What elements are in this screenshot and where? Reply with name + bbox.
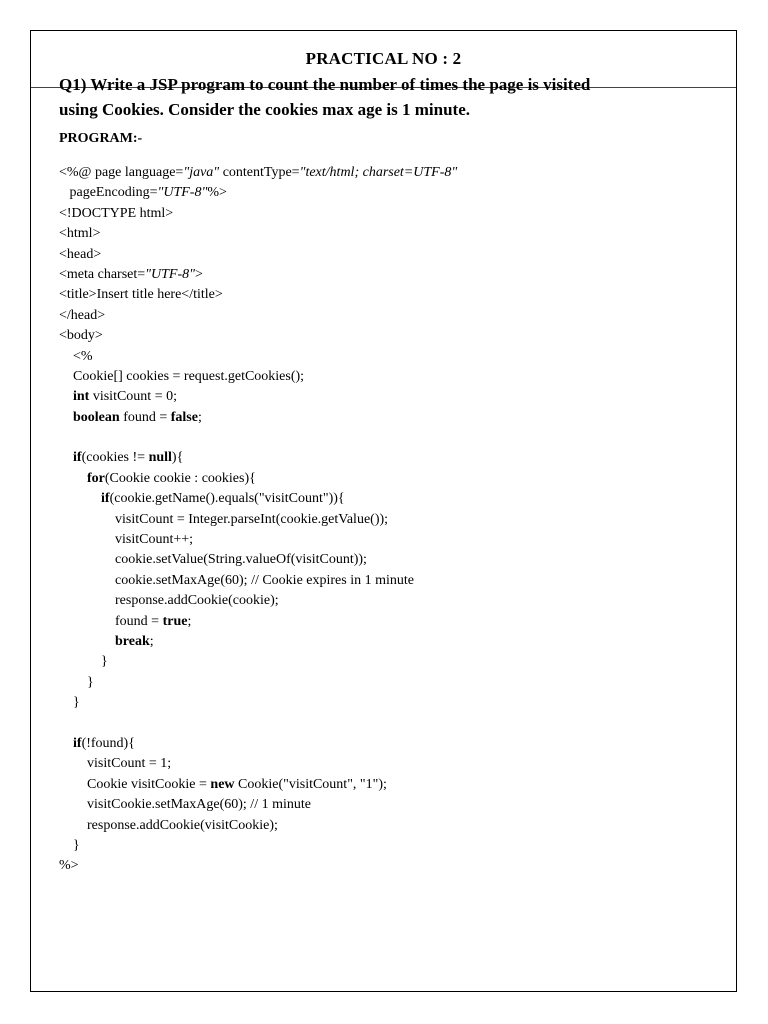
code-text: Cookie[] cookies = request.getCookies(); [59, 368, 305, 384]
code-string: "UTF-8" [157, 185, 208, 201]
code-text: response.addCookie(cookie); [59, 593, 279, 609]
code-text: (!found){ [81, 735, 135, 751]
code-line [59, 775, 689, 795]
code-line [59, 856, 689, 876]
code-line [59, 714, 689, 734]
code-text: ; [149, 633, 154, 649]
code-text: %> [59, 858, 79, 874]
code-keyword: boolean [73, 409, 120, 425]
code-line [59, 550, 689, 570]
code-keyword: false [170, 409, 198, 425]
code-text: } [59, 837, 80, 853]
code-text: ){ [171, 450, 184, 466]
code-line [59, 326, 689, 346]
code-line [59, 795, 689, 815]
code-keyword: if [73, 735, 82, 751]
code-line [59, 285, 689, 305]
code-keyword: if [101, 491, 110, 507]
code-text: found = [59, 613, 163, 629]
code-text: > [195, 266, 203, 282]
question-text [59, 72, 659, 122]
page-title: PRACTICAL NO : 2 [305, 49, 462, 68]
code-text: <title>Insert title here</title> [59, 287, 223, 303]
code-text: Cookie("visitCount", "1"); [234, 776, 387, 792]
code-line [59, 448, 689, 468]
code-keyword: for [87, 470, 105, 486]
code-text: visitCount = 0; [89, 389, 177, 405]
code-line [59, 183, 689, 203]
code-line [59, 591, 689, 611]
code-line [59, 245, 689, 265]
code-line [59, 204, 689, 224]
code-text: cookie.setMaxAge(60); // Cookie expires in 1 minute [59, 572, 414, 588]
code-keyword: null [148, 450, 172, 466]
code-text: <!DOCTYPE html> [59, 205, 174, 221]
code-text: } [59, 654, 108, 670]
code-text: <body> [59, 328, 103, 344]
code-line [59, 612, 689, 632]
code-text: } [59, 695, 80, 711]
code-keyword: int [73, 389, 90, 405]
code-text: <head> [59, 246, 102, 262]
code-line [59, 571, 689, 591]
code-line [59, 693, 689, 713]
code-line [59, 347, 689, 367]
code-line [59, 673, 689, 693]
code-text: (Cookie cookie : cookies){ [104, 470, 256, 486]
code-text: <% [59, 348, 93, 364]
code-text: response.addCookie(visitCookie); [59, 817, 278, 833]
code-line [59, 510, 689, 530]
program-label: PROGRAM:- [59, 131, 143, 146]
code-string: "UTF-8" [145, 266, 196, 282]
code-text: ; [187, 613, 192, 629]
code-line [59, 163, 689, 183]
code-line [59, 652, 689, 672]
question-line-2: using Cookies. Consider the cookies max age is 1 minute. [59, 100, 471, 119]
code-keyword: if [73, 450, 82, 466]
code-line [59, 306, 689, 326]
code-text: visitCount = Integer.parseInt(cookie.getValue()); [59, 511, 389, 527]
code-text [59, 410, 73, 425]
code-text: (cookies != [81, 450, 149, 466]
code-line [59, 367, 689, 387]
code-text: contentType= [219, 165, 300, 180]
code-text [59, 491, 101, 506]
code-line [59, 816, 689, 836]
code-text [59, 389, 73, 404]
code-text [59, 736, 73, 751]
code-text: found = [119, 409, 171, 425]
code-text [59, 634, 115, 649]
code-text: } [59, 674, 94, 690]
code-keyword: true [162, 613, 188, 629]
code-line [59, 734, 689, 754]
code-text: (cookie.getName().equals("visitCount")){ [109, 491, 345, 507]
code-text: </head> [59, 307, 106, 323]
code-block [59, 163, 689, 877]
code-text: <meta charset= [59, 266, 146, 282]
code-line [59, 754, 689, 774]
code-text: Cookie visitCookie = [59, 776, 211, 792]
code-text: visitCount++; [59, 532, 194, 548]
code-line [59, 387, 689, 407]
code-text: ; [197, 409, 202, 425]
code-line [59, 489, 689, 509]
code-text: %> [207, 185, 227, 201]
code-string: "java" [183, 165, 220, 180]
code-text: cookie.setValue(String.valueOf(visitCount)); [59, 552, 367, 568]
code-text [59, 471, 87, 486]
code-keyword: new [210, 776, 235, 792]
code-line [59, 224, 689, 244]
question-line-1: Q1) Write a JSP program to count the number of times the page is visited [59, 75, 591, 94]
code-text: <%@ page language= [59, 165, 184, 180]
code-line [59, 428, 689, 448]
code-text: visitCount = 1; [59, 756, 172, 772]
code-keyword: break [115, 633, 150, 649]
code-text [59, 450, 73, 465]
code-line [59, 408, 689, 428]
code-line [59, 530, 689, 550]
code-line [59, 265, 689, 285]
code-text: visitCookie.setMaxAge(60); // 1 minute [59, 797, 311, 813]
code-string: "text/html; charset=UTF-8" [299, 165, 458, 180]
code-text: <html> [59, 226, 101, 242]
code-text: pageEncoding= [59, 185, 158, 201]
code-line [59, 836, 689, 856]
code-line [59, 469, 689, 489]
code-line [59, 632, 689, 652]
